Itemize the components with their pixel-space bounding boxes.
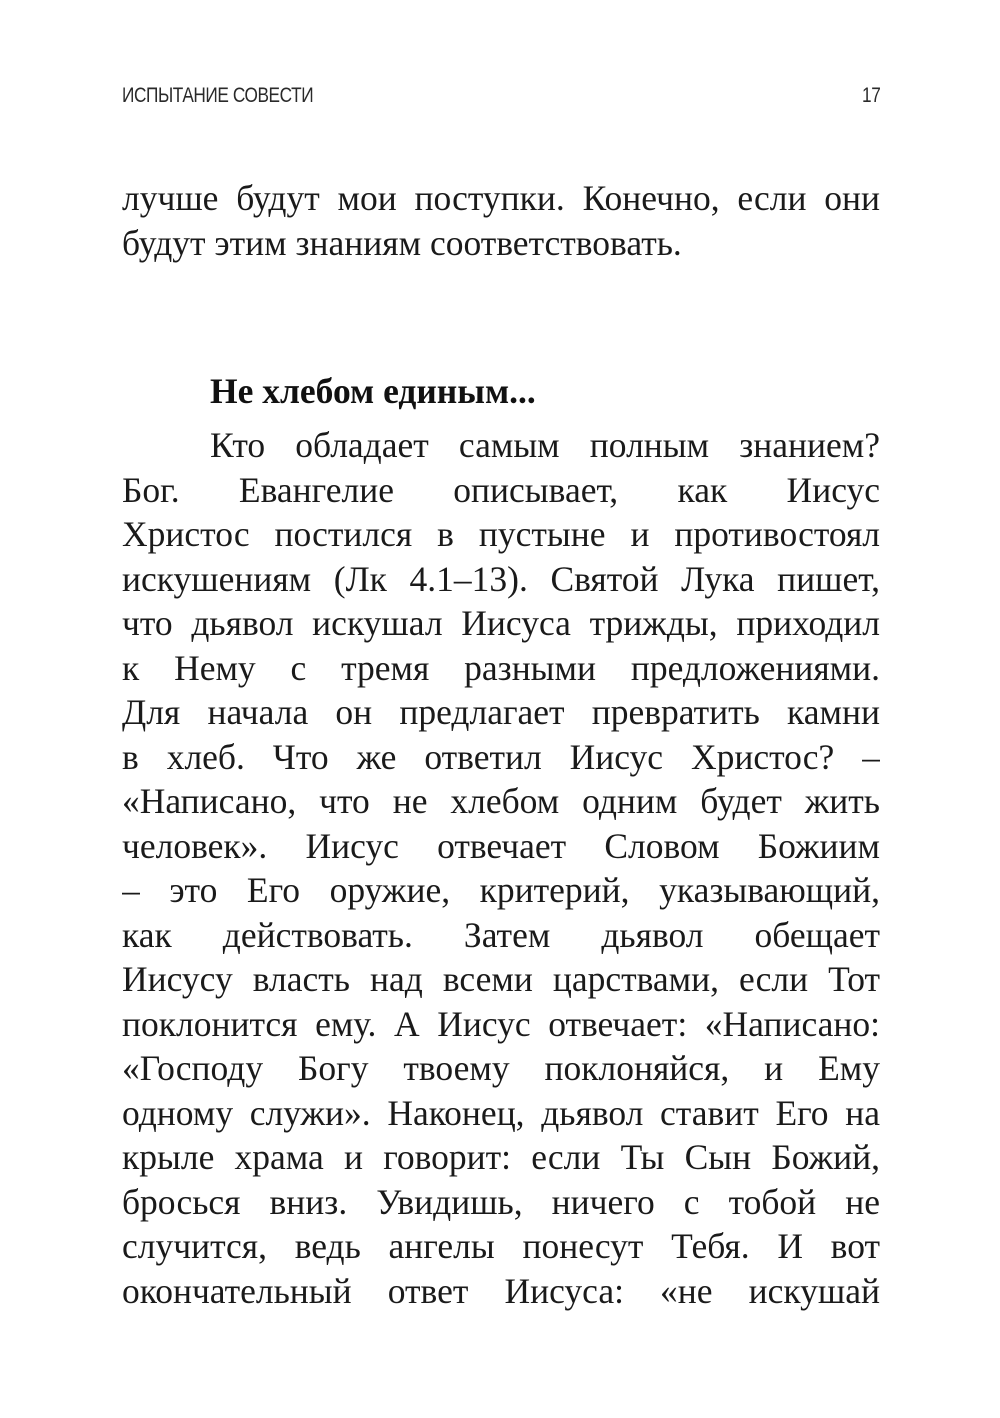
- body-line: – это Его оружие, критерий, указывающий,: [122, 870, 880, 910]
- body-line: окончательный ответ Иисуса: «не искушай: [122, 1270, 880, 1311]
- body-line: поклонится ему. А Иисус отвечает: «Написано:: [122, 1003, 880, 1044]
- body-line: что дьявол искушал Иисуса трижды, приходил: [122, 603, 880, 643]
- body-line: «Господу Богу твоему поклоняйся, и Ему: [122, 1048, 880, 1088]
- body-line: крыле храма и говорит: если Ты Сын Божий,: [122, 1137, 880, 1177]
- body-line: лучше будут мои поступки. Конечно, если они: [122, 178, 880, 218]
- body-line: бросься вниз. Увидишь, ничего с тобой не: [122, 1181, 880, 1222]
- body-line: будут этим знаниям соответствовать.: [122, 222, 682, 263]
- body-line: одному служи». Наконец, дьявол ставит Его на: [122, 1092, 880, 1133]
- section-heading: Не хлебом единым...: [210, 371, 536, 411]
- body-line: «Написано, что не хлебом одним будет жить: [122, 781, 880, 821]
- body-line: Для начала он предлагает превратить камни: [122, 692, 880, 732]
- body-line: случится, ведь ангелы понесут Тебя. И вот: [122, 1226, 880, 1266]
- body-line: в хлеб. Что же ответил Иисус Христос? –: [122, 736, 880, 777]
- body-line: Бог. Евангелие описывает, как Иисус: [122, 469, 880, 510]
- section-spacer: [122, 265, 880, 365]
- running-title: ИСПЫТАНИЕ СОВЕСТИ: [122, 84, 314, 107]
- body-line: искушениям (Лк 4.1–13). Святой Лука пишет,: [122, 558, 880, 599]
- body-line: как действовать. Затем дьявол обещает: [122, 914, 880, 955]
- body-line: Христос постился в пустыне и противостоял: [122, 514, 880, 554]
- body-line: к Нему с тремя разными предложениями.: [122, 647, 880, 688]
- body-line: человек». Иисус отвечает Словом Божиим: [122, 825, 880, 866]
- running-header: [122, 80, 880, 112]
- page-number: 17: [861, 84, 880, 107]
- body-line: Иисусу власть над всеми царствами, если Тот: [122, 959, 880, 999]
- paragraph-first-line: Кто обладает самым полным знанием?: [210, 425, 880, 465]
- page-body: [122, 176, 880, 1313]
